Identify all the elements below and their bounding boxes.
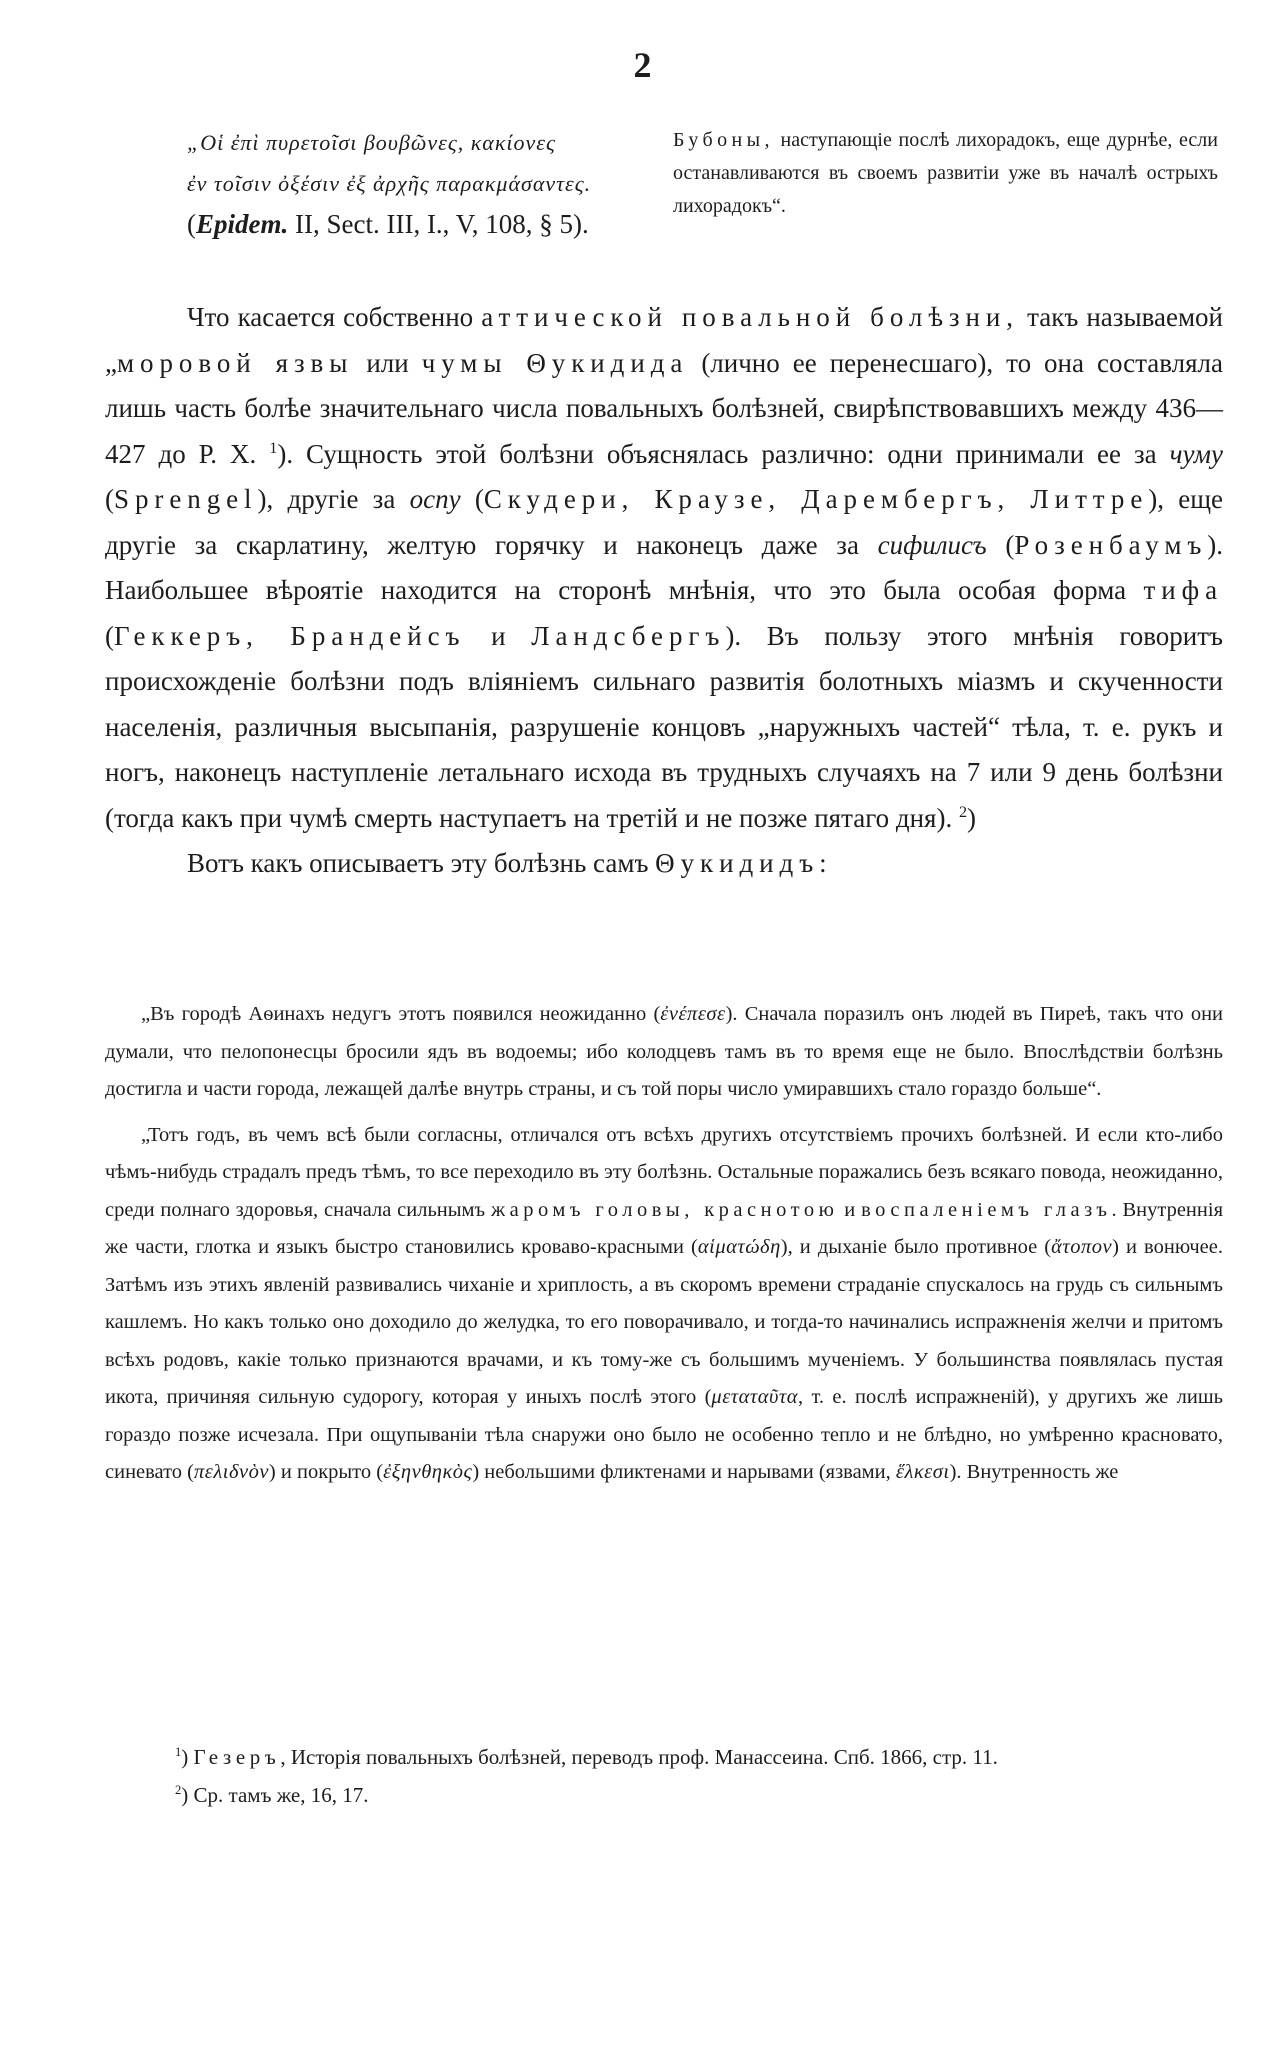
text-run: и [838,1198,862,1221]
epigraph-source: (Epidem. II, Sect. III, I., V, 108, § 5). [187,209,589,239]
text-run: ( [460,484,484,514]
footnote-ref-1: 1 [269,438,278,457]
epigraph-source-work: Epidem. [196,209,289,239]
text-run: „Тотъ годъ, въ чемъ всѣ были согласны, отличался отъ всѣхъ другихъ отсутствіемъ прочихъ болѣзней. И если кто-либо чѣмъ-нибудь страдалъ предъ тѣмъ, то все переходило въ эту болѣзнь. Остальные поражались безъ всякаго повода, неожиданно, среди полнаго здоровья, сначала сильнымъ [105,1123,1223,1221]
footnote-1-text: , Исторія повальныхъ болѣзней, переводъ проф. Манассеина. Спб. 1866, стр. 11. [280,1745,998,1769]
greek-term: ἐνέπεσε [660,1003,726,1025]
text-run: и [465,620,532,651]
text-run: ). Въ пользу этого мнѣнія говоритъ происхожденіе болѣзни подъ вліяніемъ сильнаго развитія болотныхъ міазмъ и скученности населенія, различныя высыпанія, разрушеніе концовъ „наружныхъ частей“ тѣла, т. е. рукъ и ногъ, наконецъ наступленіе летальнаго исхода въ трудныхъ случаяхъ на 7 или 9 день болѣзни (тогда какъ при чумѣ смерть наступаетъ на третій и не позже пятаго дня). [105,620,1223,833]
italic-term: чуму [1169,438,1223,469]
text-run: ), еще другіе за скарлатину, желтую горячку и наконецъ даже за [105,484,1223,560]
page-number: 2 [633,45,652,85]
text-run: или [353,347,422,378]
thucydides-quote [105,996,1223,1492]
main-text [105,295,1223,887]
text-run: ) и покрыто ( [268,1461,384,1483]
spaced-term: Ландсбергъ [531,620,726,651]
spaced-term: тифа [1143,575,1223,605]
spaced-term: воспаленіемъ глазъ [861,1198,1112,1221]
italic-term: оспу [409,484,461,514]
text-run: ( [986,529,1015,560]
spaced-term: моровой язвы [116,347,354,378]
footnote-1-mark: 1 [175,1745,182,1759]
italic-term: сифилисъ [877,529,987,560]
text-run: ), и дыханіе было противное ( [780,1236,1052,1258]
spaced-term: Скудери, Краузе, Дарембергъ, Литтре [483,484,1149,514]
epigraph [187,122,1222,312]
text-run: ) небольшими фликтенами и нарывами (язвами, [472,1461,896,1483]
epigraph-source-ref: II, Sect. III, I., V, 108, § 5). [288,209,589,239]
epigraph-greek-line-2: ἐν τοῖσιν ὀξέσιν ἐξ ἀρχῆς παρακμάσαντες. [187,171,592,196]
quote-paragraph-1 [105,996,1223,1109]
epigraph-translation-text: наступающіе послѣ лихорадокъ, еще дурнѣе, если останавливаются въ своемъ развитіи уже въ началѣ острыхъ лихорадокъ“. [673,129,1218,217]
footnote-ref-2: 2 [958,802,968,821]
text-run: такъ называемой „ [105,302,1223,378]
footnote-2-mark: 2 [175,1783,182,1797]
text-run: Вотъ какъ описываетъ эту болѣзнь самъ [187,848,656,878]
text-run: ). Сначала поразилъ онъ людей въ Пиреѣ, такъ что они думали, что пелопонесцы бросили ядъ въ водоемы; ибо колодцевъ тамъ въ то время еще не было. Впослѣдствіи болѣзнь достигла и части города, лежащей далѣе внутрь страны, и съ той поры число умиравшихъ стало гораздо больше“. [105,1003,1224,1100]
paragraph-attic-plague [105,295,1223,841]
text-run: , т. е. послѣ испражненій), у другихъ же лишь гораздо позже исчезала. При ощупываніи тѣла снаружи оно было не особенно тепло и не блѣдно, но умѣренно красновато, синевато ( [105,1386,1223,1483]
footnote-2-text: ) Ср. тамъ же, 16, 17. [181,1783,369,1807]
footnote-2 [105,1776,1223,1814]
footnote-1-author: Гезеръ [193,1745,281,1769]
text-run: ( [105,620,114,651]
greek-term: μεταταῦτα [711,1386,798,1408]
spaced-term: чумы Θукидида [421,347,689,378]
spaced-term: жаромъ головы, краснотою [490,1198,839,1221]
epigraph-translation-keyword: Бубоны, [673,129,774,151]
text-run: ) и вонючее. Затѣмъ изъ этихъ явленій развивались чиханіе и хриплость, а въ скоромъ времени страданіе спускалось на грудь съ сильнымъ кашлемъ. Но какъ только оно доходило до желудка, то его поворачивало, и тогда-то начинались испражненія желчи и притомъ всѣхъ родовъ, какіе только признаются врачами, и къ тому-же съ большимъ мученіемъ. У большинства появлялась пустая икота, причиняя сильную судорогу, которая у иныхъ послѣ этого ( [105,1236,1223,1408]
text-run: : [819,848,827,878]
text-run: (лично ее перенесшаго), то она составляла лишь часть болѣе значительнаго числа повальныхъ болѣзней, свирѣпствовавшихъ между 436—427 до Р. Х. [105,347,1223,469]
text-run: ), другіе за [257,484,410,514]
greek-term: ἄτοπον [1051,1236,1113,1258]
text-run: ). Сущность этой болѣзни объяснялась различно: одни принимали ее за [277,438,1170,469]
text-run: . Внутреннія же части, глотка и языкъ быстро становились кроваво-красными ( [105,1198,1223,1258]
greek-term: ἕλκεσι [895,1461,950,1483]
greek-term: πελιδνὸν [194,1461,269,1483]
spaced-term: Θукидидъ [655,848,820,878]
epigraph-translation [673,124,1218,223]
spaced-term: Sprengel [114,484,258,514]
spaced-term: Геккеръ, Брандейсъ [114,620,466,651]
epigraph-greek-line-1: „Οἱ ἐπὶ πυρετοῖσι βουβῶνες, κακίονες [187,130,556,155]
footnote-1: $^1$) Гезеръ, Исторія повальныхъ болѣзней, переводъ проф. Манассеина. Спб. 1866, стр. 11. [175,1745,998,1769]
epigraph-greek-quote [187,122,647,245]
footnotes [105,1738,1223,1814]
text-run: ) [967,802,977,833]
spaced-term: Розенбаумъ [1014,529,1208,560]
quote-paragraph-2 [105,1117,1223,1492]
text-run: Что касается собственно [187,302,482,332]
text-run: ). Внутренность же [949,1461,1119,1483]
greek-term: ἐξηνθηκὸς [383,1461,473,1483]
spaced-term: аттической повальной болѣзни, [481,302,1019,332]
greek-term: αἱματώδη [697,1236,781,1258]
text-run: ). Наибольшее вѣроятіе находится на сторонѣ мнѣнія, что это была особая форма [105,529,1223,605]
text-run: ( [105,484,114,514]
paragraph-intro-quote [105,841,1223,887]
text-run: „Въ городѣ Аѳинахъ недугъ этотъ появился неожиданно ( [141,1003,661,1025]
